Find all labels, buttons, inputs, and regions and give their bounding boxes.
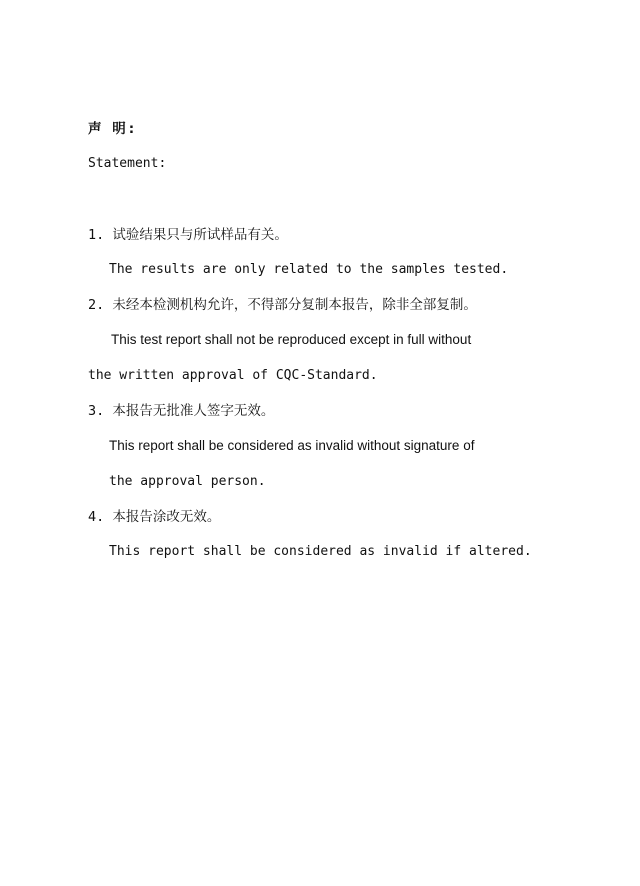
item-text-en: The results are only related to the samples tested. — [109, 262, 509, 277]
item-number: 2. — [88, 297, 105, 313]
statement-item-1 — [88, 226, 288, 244]
statement-heading-cn: 声 明: — [88, 121, 138, 137]
item-text-en-continued: the written approval of CQC-Standard. — [88, 368, 378, 383]
item-number: 4. — [88, 509, 105, 525]
statement-item-3 — [88, 402, 274, 420]
statement-item-4 — [88, 508, 220, 526]
item-text-cn: 未经本检测机构允许，不得部分复制本报告，除非全部复制。 — [112, 297, 477, 313]
item-text-en-continued: the approval person. — [109, 474, 266, 489]
item-text-en: This test report shall not be reproduced except in full without — [111, 332, 472, 347]
item-text-en: This report shall be considered as invalid if altered. — [109, 544, 532, 559]
statement-heading-en: Statement: — [88, 156, 167, 171]
item-text-cn: 试验结果只与所试样品有关。 — [112, 227, 288, 243]
statement-item-2 — [88, 296, 477, 314]
item-text-en: This report shall be considered as invalid without signature of — [109, 438, 475, 453]
item-number: 1. — [88, 227, 105, 243]
item-text-cn: 本报告无批准人签字无效。 — [112, 403, 275, 419]
item-text-cn: 本报告涂改无效。 — [112, 509, 221, 525]
item-number: 3. — [88, 403, 105, 419]
